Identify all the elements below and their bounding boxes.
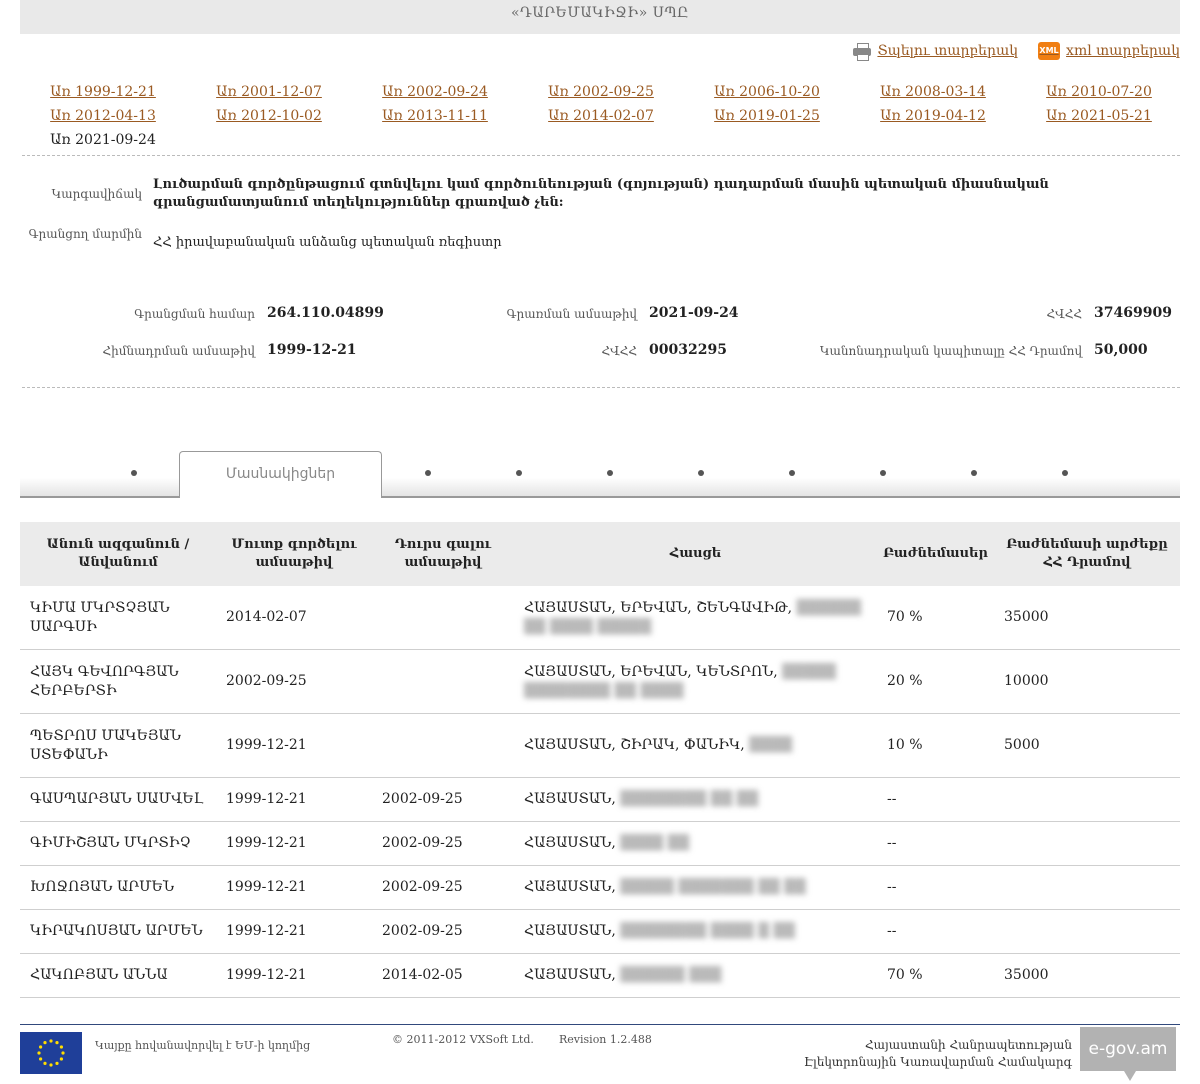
exit-date <box>372 586 514 650</box>
redacted-address: ▒▒▒▒▒▒ ▒▒▒ <box>620 967 722 983</box>
copyright-text: © 2011-2012 VXSoft Ltd. <box>392 1033 534 1046</box>
tax-id-value: 37469909 <box>1094 305 1172 321</box>
founding-date-label: Հիմնադրման ամսաթիվ <box>102 344 255 358</box>
table-row <box>20 586 1180 650</box>
shares: -- <box>877 910 994 954</box>
date-row <box>20 104 1182 128</box>
revision-text: Revision 1.2.488 <box>559 1033 652 1046</box>
address-cell <box>514 586 877 650</box>
share-value <box>994 910 1180 954</box>
entry-date: 1999-12-21 <box>216 910 372 954</box>
status-label: Կարգավիճակ <box>51 187 142 201</box>
date-link[interactable]: Առ 2014-02-07 <box>548 108 654 124</box>
date-link[interactable]: Առ 2012-10-02 <box>216 108 322 124</box>
redacted-address: ▒▒▒▒▒ ▒▒▒▒▒▒▒▒ ▒▒ ▒▒▒▒ <box>524 663 836 699</box>
share-value <box>994 822 1180 866</box>
registry-label: Գրանցող մարմին <box>28 227 142 241</box>
exit-date <box>372 714 514 778</box>
entry-date: 1999-12-21 <box>216 954 372 998</box>
column-header-share-value: Բաժնեմասի արժեքը ՀՀ Դրամով <box>994 522 1180 586</box>
redacted-address: ▒▒▒▒▒▒▒▒ ▒▒▒▒ ▒ ▒▒ <box>620 923 796 939</box>
current-date-label: Առ 2021-09-24 <box>50 132 156 148</box>
ssn-label: ՀՎՀՀ <box>601 344 637 358</box>
exit-date: 2002-09-25 <box>372 910 514 954</box>
history-date-links <box>20 80 1182 152</box>
capital-value: 50,000 <box>1094 342 1148 358</box>
shares: -- <box>877 778 994 822</box>
address: ՀԱՅԱՍՏԱՆ, ՇԻՐԱԿ, ՓԱՆԻԿ, <box>524 737 745 753</box>
column-header-shares: Բաժնեմասեր <box>877 522 994 586</box>
redacted-address: ▒▒▒▒ ▒▒ <box>620 835 690 851</box>
address: ՀԱՅԱՍՏԱՆ, <box>524 835 616 851</box>
date-link[interactable]: Առ 2008-03-14 <box>880 84 986 100</box>
table-header-row <box>20 522 1180 586</box>
participant-name: ԿԻՐԱԿՈՍՅԱՆ ԱՐՄԵՆ <box>20 910 216 954</box>
address-cell <box>514 714 877 778</box>
shares: 20 % <box>877 650 994 714</box>
participant-name: ԽՈՋՈՅԱՆ ԱՐՄԵՆ <box>20 866 216 910</box>
participant-name: ՊԵՏՐՈՍ ՄԱԿԵՅԱՆ ՍՏԵՓԱՆԻ <box>20 714 216 778</box>
shares: -- <box>877 822 994 866</box>
address: ՀԱՅԱՍՏԱՆ, ԵՐԵՎԱՆ, ԿԵՆՏՐՈՆ, <box>524 663 778 680</box>
share-value: 10000 <box>994 650 1180 714</box>
redacted-address: ▒▒▒▒ <box>749 737 793 753</box>
date-link[interactable]: Առ 2001-12-07 <box>216 84 322 100</box>
column-header-exit-date: Դուրս գալու ամսաթիվ <box>372 522 514 586</box>
table-row <box>20 910 1180 954</box>
registry-value: ՀՀ իրավաբանական անձանց պետական ռեգիստր <box>153 235 502 250</box>
address: ՀԱՅԱՍՏԱՆ, ԵՐԵՎԱՆ, ՇԵՆԳԱՎԻԹ, <box>524 599 793 616</box>
tab-dot[interactable] <box>880 470 886 476</box>
divider <box>22 155 1180 156</box>
date-link[interactable]: Առ 2019-04-12 <box>880 108 986 124</box>
share-value: 35000 <box>994 954 1180 998</box>
registration-number-value: 264.110.04899 <box>267 305 384 321</box>
egov-logo[interactable]: e-gov.am <box>1080 1027 1176 1071</box>
address-cell <box>514 778 877 822</box>
address: ՀԱՅԱՍՏԱՆ, <box>524 923 616 939</box>
divider <box>22 387 1180 388</box>
print-version-label: Տպելու տարբերակ <box>877 43 1019 59</box>
redacted-address: ▒▒▒▒▒▒▒▒ ▒▒ ▒▒ <box>620 791 759 807</box>
section-tabs <box>20 450 1180 498</box>
participants-table <box>20 522 1180 998</box>
address: ՀԱՅԱՍՏԱՆ, <box>524 879 616 895</box>
table-row <box>20 778 1180 822</box>
entry-date: 1999-12-21 <box>216 778 372 822</box>
ssn-value: 00032295 <box>649 342 727 358</box>
shares: -- <box>877 866 994 910</box>
date-link[interactable]: Առ 2021-05-21 <box>1046 108 1152 124</box>
table-row <box>20 822 1180 866</box>
participant-name: ԳԱՍՊԱՐՅԱՆ ՍԱՄՎԵԼ <box>20 778 216 822</box>
tab-dot[interactable] <box>516 470 522 476</box>
xml-version-label: xml տարբերակ <box>1066 43 1180 59</box>
date-link[interactable]: Առ 2002-09-25 <box>548 84 654 100</box>
address-cell <box>514 822 877 866</box>
printer-icon <box>853 43 871 59</box>
record-date-label: Գրառման ամսաթիվ <box>506 307 637 321</box>
page-title: «ԴԱՐԵՄԱԿԻՋԻ» ՍՊԸ <box>20 0 1180 34</box>
shares: 70 % <box>877 954 994 998</box>
footer <box>20 1024 1180 1084</box>
entry-date: 1999-12-21 <box>216 866 372 910</box>
address-cell <box>514 866 877 910</box>
entry-date: 2002-09-25 <box>216 650 372 714</box>
tab-participants[interactable]: Մասնակիցներ <box>179 451 382 498</box>
entry-date: 2014-02-07 <box>216 586 372 650</box>
address-cell <box>514 650 877 714</box>
entry-date: 1999-12-21 <box>216 714 372 778</box>
participant-name: ԿԻՄԱ ՄԿՐՏՉՅԱՆ ՍԱՐԳՍԻ <box>20 586 216 650</box>
date-link[interactable]: Առ 2002-09-24 <box>382 84 488 100</box>
participant-name: ՀԱԿՈԲՅԱՆ ԱՆՆԱ <box>20 954 216 998</box>
exit-date: 2002-09-25 <box>372 822 514 866</box>
column-header-entry-date: Մուտք գործելու ամսաթիվ <box>216 522 372 586</box>
column-header-name: Անուն ազգանուն / Անվանում <box>20 522 216 586</box>
exit-date: 2002-09-25 <box>372 866 514 910</box>
record-date-value: 2021-09-24 <box>649 305 739 321</box>
redacted-address: ▒▒▒▒▒▒ ▒▒ ▒▒▒▒ ▒▒▒▒▒ <box>524 599 862 635</box>
ministry-line-2: Էլեկտրոնային Կառավարման Համակարգ <box>804 1055 1072 1069</box>
ministry-text <box>782 1037 1072 1071</box>
date-link[interactable]: Առ 2012-04-13 <box>50 108 156 124</box>
eu-flag-icon <box>20 1032 82 1074</box>
exit-date: 2014-02-05 <box>372 954 514 998</box>
shares: 70 % <box>877 586 994 650</box>
tab-dot[interactable] <box>971 470 977 476</box>
status-value: Լուծարման գործընթացում գտնվելու կամ գործունեության (գոյության) դադարման մասին պետական միասնական գրանցամատյանում տեղեկություններ գրառված չեն: <box>153 177 1049 210</box>
tab-dot[interactable] <box>698 470 704 476</box>
xml-icon: XML <box>1038 42 1060 60</box>
founding-date-value: 1999-12-21 <box>267 342 357 358</box>
date-link[interactable]: Առ 2019-01-25 <box>714 108 820 124</box>
date-link[interactable]: Առ 2013-11-11 <box>382 108 488 124</box>
table-row <box>20 650 1180 714</box>
shares: 10 % <box>877 714 994 778</box>
tab-dot[interactable] <box>131 470 137 476</box>
tax-id-label: ՀՎՀՀ <box>1046 307 1082 321</box>
share-value <box>994 778 1180 822</box>
tab-dot[interactable] <box>607 470 613 476</box>
column-header-address: Հասցե <box>514 522 877 586</box>
entry-date: 1999-12-21 <box>216 822 372 866</box>
address: ՀԱՅԱՍՏԱՆ, <box>524 791 616 807</box>
print-version-link[interactable] <box>853 42 1018 60</box>
capital-label: Կանոնադրական կապիտալը ՀՀ Դրամով <box>819 344 1082 358</box>
address-cell <box>514 910 877 954</box>
xml-version-link[interactable] <box>1038 42 1180 60</box>
registration-number-label: Գրանցման համար <box>134 307 255 321</box>
tab-dot[interactable] <box>1062 470 1068 476</box>
eu-support-text: Կայքը հովանավորվել է ԵՄ-ի կողմից <box>95 1039 311 1052</box>
date-row <box>20 80 1182 104</box>
date-row <box>20 128 1182 152</box>
redacted-address: ▒▒▒▒▒ ▒▒▒▒▒▒▒ ▒▒ ▒▒ <box>620 879 806 895</box>
share-value: 5000 <box>994 714 1180 778</box>
exit-date: 2002-09-25 <box>372 778 514 822</box>
date-link[interactable]: Առ 2006-10-20 <box>714 84 820 100</box>
address: ՀԱՅԱՍՏԱՆ, <box>524 967 616 983</box>
exit-date <box>372 650 514 714</box>
date-link[interactable]: Առ 2010-07-20 <box>1046 84 1152 100</box>
address-cell <box>514 954 877 998</box>
participant-name: ՀԱՅԿ ԳԵՎՈՐԳՅԱՆ ՀԵՐԲԵՐՏԻ <box>20 650 216 714</box>
table-row <box>20 954 1180 998</box>
tab-dot[interactable] <box>425 470 431 476</box>
share-value <box>994 866 1180 910</box>
action-links <box>853 42 1180 60</box>
ministry-line-1: Հայաստանի Հանրապետության <box>865 1038 1072 1052</box>
date-link[interactable]: Առ 1999-12-21 <box>50 84 156 100</box>
tab-dot[interactable] <box>789 470 795 476</box>
participant-name: ԳԻՄԻՇՅԱՆ ՄԿՐՏԻՉ <box>20 822 216 866</box>
table-row <box>20 866 1180 910</box>
share-value: 35000 <box>994 586 1180 650</box>
table-row <box>20 714 1180 778</box>
